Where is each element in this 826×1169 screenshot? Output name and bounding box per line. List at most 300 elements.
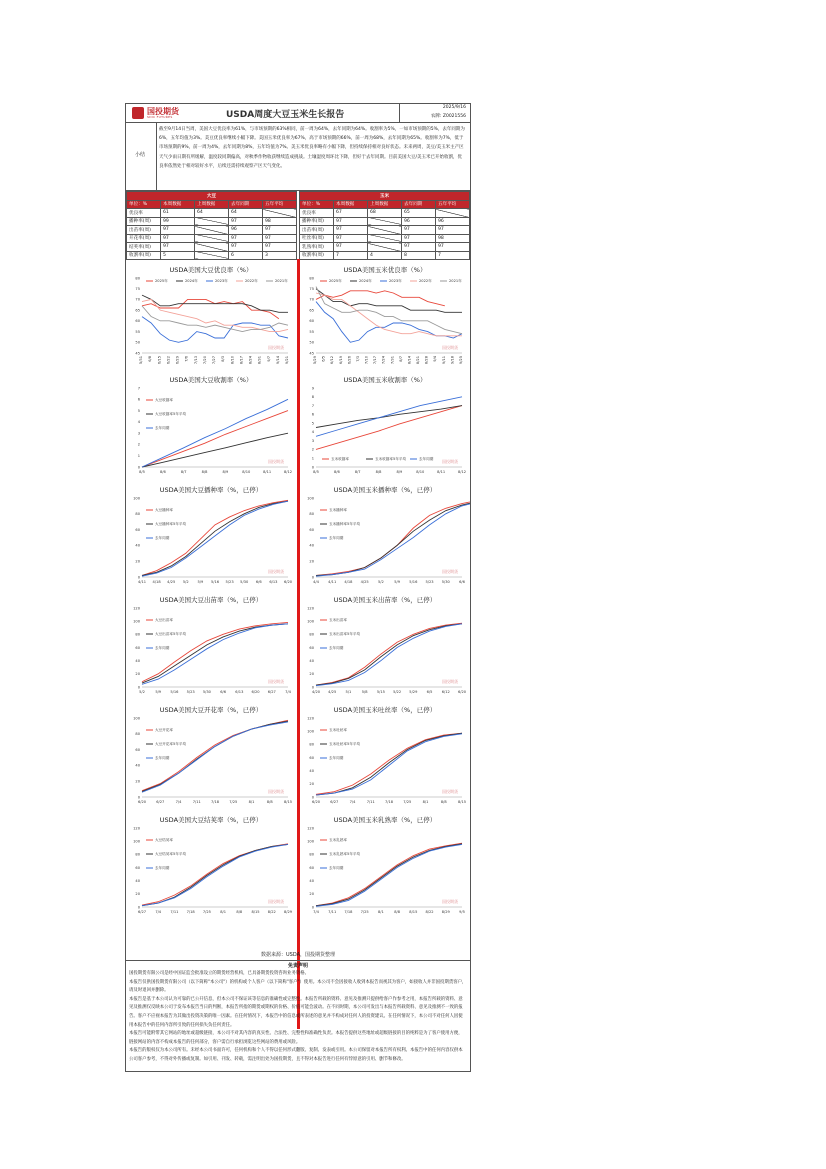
table-cell: 97 — [334, 243, 368, 252]
x-tick-label: 6/5 — [426, 690, 433, 694]
x-tick-label: 8/10 — [230, 356, 235, 365]
table-cell: 65 — [402, 209, 436, 218]
legend-label: 大豆出苗率5年平均 — [155, 632, 187, 637]
watermark-logo: 国投期货 — [268, 789, 284, 794]
x-tick-label: 6/6 — [255, 580, 262, 584]
x-tick-label: 4/11 — [328, 580, 337, 584]
x-tick-label: 7/18 — [344, 910, 353, 914]
y-tick-label: 55 — [309, 329, 314, 334]
table-cell — [195, 226, 229, 235]
y-tick-label: 100 — [307, 729, 314, 734]
y-tick-label: 4 — [137, 420, 140, 425]
legend-label: 去年同期 — [155, 756, 170, 761]
corn-column-header: 去年同期 — [402, 200, 436, 209]
y-tick-label: 5 — [137, 408, 140, 413]
row-label: 优良率 — [127, 209, 161, 218]
x-tick-label: 8/29 — [283, 910, 293, 914]
table-cell: 96 — [229, 226, 263, 235]
soy-column-header: 单位：% — [127, 200, 161, 209]
legend-label: 去年同期 — [155, 536, 170, 541]
watermark-logo: 国投期货 — [268, 569, 284, 574]
y-tick-label: 20 — [135, 779, 140, 784]
x-tick-label: 6/6 — [220, 690, 227, 694]
table-cell: 97 — [229, 234, 263, 243]
table-row — [300, 234, 470, 243]
x-tick-label: 6/22 — [166, 356, 171, 365]
corn-column-header: 本周数据 — [334, 200, 368, 209]
x-tick-label: 8/5 — [139, 470, 145, 474]
x-tick-label: 4/11 — [137, 580, 147, 584]
x-tick-label: 7/4 — [313, 910, 319, 914]
x-tick-label: 6/20 — [457, 690, 467, 694]
x-tick-label: 8/22 — [267, 910, 276, 914]
y-tick-label: 60 — [135, 747, 140, 752]
x-tick-label: 8/14 — [407, 356, 412, 365]
x-tick-label: 4/4 — [313, 580, 319, 584]
table-cell: 97 — [263, 234, 297, 243]
x-tick-label: 6/20 — [283, 580, 293, 584]
table-cell: 5 — [161, 251, 195, 260]
table-cell — [368, 234, 402, 243]
x-tick-label: 8/11 — [263, 470, 272, 474]
x-tick-label: 9/25 — [459, 356, 463, 365]
y-tick-label: 20 — [309, 559, 314, 564]
x-tick-label: 4/25 — [328, 690, 337, 694]
x-tick-label: 4/18 — [344, 580, 353, 584]
watermark-logo: 国投期货 — [442, 899, 458, 904]
y-tick-label: 80 — [135, 632, 140, 637]
x-tick-label: 9/18 — [450, 356, 455, 365]
row-label: 收割率(周) — [300, 251, 334, 260]
y-tick-label: 50 — [135, 340, 140, 345]
row-label: 出苗率(周) — [300, 226, 334, 235]
x-tick-label: 5/23 — [425, 580, 434, 584]
x-tick-label: 5/8 — [361, 690, 368, 694]
series-line — [316, 291, 445, 306]
chart-svg — [302, 814, 468, 919]
x-tick-label: 8/10 — [242, 470, 251, 474]
series-line — [316, 406, 462, 450]
y-tick-label: 65 — [135, 308, 140, 313]
y-tick-label: 1 — [137, 454, 140, 459]
x-tick-label: 8/1 — [248, 800, 255, 804]
corn-column-header: 单位：% — [300, 200, 334, 209]
x-tick-label: 8/8 — [266, 800, 273, 804]
legend-label: 玉米播种率 — [329, 508, 347, 513]
chart-title: USDA美国玉米播种率（%，已停） — [333, 486, 437, 494]
x-tick-label: 7/4 — [175, 800, 182, 804]
x-tick-label: 6/27 — [330, 800, 339, 804]
chart-corn-silking — [302, 704, 468, 809]
chart-svg — [128, 374, 294, 479]
report-sheet — [125, 103, 471, 1072]
table-cell: 97 — [436, 243, 470, 252]
x-tick-label: 8/21 — [416, 356, 421, 365]
table-cell: 97 — [334, 234, 368, 243]
legend-label: 去年同期 — [329, 756, 344, 761]
y-tick-label: 120 — [133, 606, 140, 611]
x-tick-label: 7/4 — [155, 910, 162, 914]
x-tick-label: 8/15 — [409, 910, 418, 914]
legend-label: 大豆播种率5年平均 — [155, 522, 187, 527]
x-tick-label: 6/12 — [441, 690, 450, 694]
y-tick-label: 6 — [137, 397, 140, 402]
legend-label: 玉米收割率5年平均 — [375, 457, 407, 462]
corn-data-table — [299, 191, 470, 260]
legend-label: 2024年 — [359, 279, 372, 284]
table-cell: 6 — [229, 251, 263, 260]
y-tick-label: 45 — [309, 351, 314, 356]
disclaimer-paragraph: 本报告是基于本公司认为可靠的已公开信息，但本公司不保证该等信息的准确性或完整性。本报告所载的资料、意见及推测只提供给客户作参考之用，本报告所载的资料、意见及推测仅反映本公司于发布本报告当日的判断，本报告所指的期货或期权的价格、价值可能会波动。在不同时期，本公司可发出与本报告所载资料、意见及推测不一致的报告。客户不应视本报告为其做出投资决策的唯一因素。在任何情况下，本报告中的信息或所表述的意见并不构成对任何人的投资建议。在任何情况下，本公司不对任何人因使用本报告中的任何内容所引致的任何损失负任何责任。 — [129, 996, 463, 1028]
chart-soy-harvest — [128, 374, 294, 479]
chart-title: USDA美国大豆优良率（%） — [169, 266, 253, 274]
y-tick-label: 40 — [135, 543, 140, 548]
chart-corn-harvest — [302, 374, 468, 479]
y-tick-label: 60 — [309, 645, 314, 650]
legend-label: 2021年 — [449, 279, 462, 284]
table-cell — [195, 243, 229, 252]
legend-label: 去年同期 — [155, 646, 170, 651]
x-tick-label: 7/25 — [229, 800, 238, 804]
x-tick-label: 5/9 — [394, 580, 401, 584]
watermark-logo: 国投期货 — [442, 459, 458, 464]
x-tick-label: 4/18 — [152, 580, 161, 584]
y-tick-label: 70 — [135, 297, 140, 302]
watermark-logo: 国投期货 — [268, 459, 284, 464]
y-tick-label: 3 — [137, 431, 140, 436]
y-tick-label: 40 — [135, 878, 140, 883]
y-tick-label: 60 — [309, 319, 314, 324]
x-tick-label: 8/9 — [396, 470, 403, 474]
table-cell: 97 — [263, 243, 297, 252]
soy-column-header: 本周数据 — [161, 200, 195, 209]
y-tick-label: 0 — [137, 465, 140, 470]
y-tick-label: 40 — [309, 543, 314, 548]
x-tick-label: 9/4 — [433, 356, 438, 362]
y-tick-label: 4 — [311, 430, 314, 435]
y-tick-label: 20 — [135, 672, 140, 677]
y-tick-label: 3 — [311, 438, 314, 443]
legend-label: 2024年 — [185, 279, 198, 284]
x-tick-label: 5/30 — [240, 580, 249, 584]
x-tick-label: 4/20 — [311, 690, 321, 694]
y-tick-label: 80 — [309, 742, 314, 747]
series-line — [316, 287, 462, 334]
table-row — [300, 251, 470, 260]
table-cell — [263, 209, 297, 218]
x-tick-label: 4/25 — [167, 580, 176, 584]
row-label: 播种率(周) — [127, 217, 161, 226]
legend-label: 大豆结荚率5年平均 — [155, 852, 187, 857]
x-tick-label: 8/8 — [201, 470, 208, 474]
y-tick-label: 1 — [311, 456, 314, 461]
x-tick-label: 8/12 — [457, 470, 467, 474]
x-tick-label: 8/28 — [424, 356, 429, 365]
y-tick-label: 80 — [309, 632, 314, 637]
chart-svg — [302, 374, 468, 479]
legend-label: 大豆开花率5年平均 — [155, 742, 187, 747]
legend-label: 去年同期 — [155, 426, 170, 431]
y-tick-label: 6 — [311, 412, 314, 417]
y-tick-label: 20 — [135, 892, 140, 897]
legend-label: 去年同期 — [329, 866, 344, 871]
chart-title: USDA美国大豆出苗率（%，已停） — [159, 596, 263, 604]
row-label: 优良率 — [300, 209, 334, 218]
chart-soy-emergence — [128, 594, 294, 699]
y-tick-label: 20 — [309, 892, 314, 897]
y-tick-label: 80 — [135, 512, 140, 517]
x-tick-label: 7/11 — [192, 800, 201, 804]
chart-corn-emergence — [302, 594, 468, 699]
chart-title: USDA美国玉米乳熟率（%，已停） — [333, 816, 437, 824]
series-line — [316, 293, 462, 336]
table-cell: 7 — [334, 251, 368, 260]
table-row — [300, 243, 470, 252]
x-tick-label: 9/11 — [441, 356, 446, 365]
table-cell: 97 — [161, 243, 195, 252]
table-row — [300, 226, 470, 235]
x-tick-label: 8/29 — [441, 910, 450, 914]
table-cell: 98 — [436, 234, 470, 243]
x-tick-label: 8/22 — [425, 910, 434, 914]
table-cell — [195, 234, 229, 243]
report-title: USDA周度大豆玉米生长报告 — [226, 110, 345, 120]
soy-column-header: 上周数据 — [195, 200, 229, 209]
y-tick-label: 60 — [309, 527, 314, 532]
x-tick-label: 5/31 — [139, 356, 143, 365]
x-tick-label: 6/12 — [330, 356, 335, 365]
x-tick-label: 6/15 — [157, 356, 162, 365]
table-cell: 3 — [263, 251, 297, 260]
table-cell: 97 — [161, 226, 195, 235]
x-tick-label: 7/18 — [186, 910, 195, 914]
chart-corn-dough — [302, 814, 468, 919]
y-tick-label: 100 — [133, 716, 140, 721]
x-tick-label: 7/4 — [349, 800, 356, 804]
legend-label: 去年同期 — [419, 457, 434, 462]
legend-label: 玉米乳熟率 — [329, 838, 347, 843]
x-tick-label: 6/13 — [235, 690, 244, 694]
x-tick-label: 6/26 — [347, 356, 352, 365]
table-cell: 97 — [436, 226, 470, 235]
corn-group-header: 玉米 — [300, 192, 470, 201]
x-tick-label: 8/7 — [354, 470, 361, 474]
x-tick-label: 7/13 — [193, 356, 198, 365]
watermark-logo: 国投期货 — [442, 789, 458, 794]
chart-title: USDA美国玉米收割率（%） — [343, 376, 427, 384]
x-tick-label: 8/1 — [422, 800, 429, 804]
chart-soy-podding — [128, 814, 294, 919]
y-tick-label: 65 — [309, 308, 314, 313]
legend-label: 玉米吐丝率 — [329, 728, 347, 733]
table-row — [300, 209, 470, 218]
x-tick-label: 6/20 — [137, 800, 147, 804]
y-tick-label: 120 — [307, 606, 314, 611]
legend-label: 玉米乳熟率5年平均 — [329, 852, 361, 857]
y-tick-label: 60 — [135, 645, 140, 650]
y-tick-label: 60 — [309, 755, 314, 760]
row-label: 乳熟率(周) — [300, 243, 334, 252]
table-cell — [195, 217, 229, 226]
y-tick-label: 80 — [135, 276, 140, 281]
summary-label: 小结 — [135, 152, 146, 158]
y-tick-label: 75 — [135, 287, 140, 292]
legend-label: 2025年 — [329, 279, 342, 284]
legend-label: 玉米收割率 — [331, 457, 349, 462]
x-tick-label: 7/20 — [202, 356, 207, 365]
table-row — [127, 226, 297, 235]
corn-column-header: 五年平均 — [436, 200, 470, 209]
series-line — [316, 406, 462, 428]
date-box — [399, 104, 470, 122]
table-cell — [436, 209, 470, 218]
legend-label: 玉米播种率5年平均 — [329, 522, 361, 527]
y-tick-label: 0 — [311, 795, 314, 800]
table-cell: 97 — [402, 243, 436, 252]
table-cell: 7 — [436, 251, 470, 260]
y-tick-label: 75 — [309, 287, 314, 292]
x-tick-label: 8/6 — [333, 470, 340, 474]
table-row — [127, 243, 297, 252]
table-row — [127, 209, 297, 218]
x-tick-label: 7/4 — [285, 690, 291, 694]
chart-title: USDA美国玉米出苗率（%，已停） — [333, 596, 437, 604]
x-tick-label: 8/8 — [375, 470, 382, 474]
x-tick-label: 7/11 — [170, 910, 179, 914]
logo-mark-icon — [132, 107, 144, 119]
y-tick-label: 0 — [311, 685, 314, 690]
table-row — [127, 217, 297, 226]
disclaimer-paragraph: 国投期货有限公司是经中国证监会批准设立的期货经营机构，已具备期货投资咨询业务资格。 — [129, 971, 310, 976]
chart-soy-planting — [128, 484, 294, 589]
y-tick-label: 20 — [309, 782, 314, 787]
y-tick-label: 2 — [311, 447, 314, 452]
x-tick-label: 8/5 — [313, 470, 319, 474]
table-row — [300, 217, 470, 226]
logo-text-en: SDIC FUTURES — [147, 115, 173, 119]
table-cell: 97 — [229, 217, 263, 226]
legend-label: 去年同期 — [155, 866, 170, 871]
x-tick-label: 8/7 — [180, 470, 187, 474]
legend-label: 大豆结荚率 — [155, 838, 173, 843]
y-tick-label: 120 — [133, 826, 140, 831]
y-tick-label: 40 — [309, 768, 314, 773]
y-tick-label: 60 — [309, 865, 314, 870]
legend-label: 2023年 — [389, 279, 402, 284]
y-tick-label: 70 — [309, 297, 314, 302]
legend-label: 大豆出苗率 — [155, 618, 173, 623]
x-tick-label: 8/31 — [257, 356, 262, 365]
chart-svg — [302, 704, 468, 809]
x-tick-label: 5/30 — [202, 690, 211, 694]
y-tick-label: 60 — [135, 319, 140, 324]
legend-label: 大豆收割率5年平均 — [155, 412, 187, 417]
legend-label: 大豆开花率 — [155, 728, 173, 733]
x-tick-label: 8/8 — [236, 910, 243, 914]
chart-svg — [128, 594, 294, 699]
report-author: 农牌: Z0021556 — [430, 114, 466, 119]
disclaimer-text — [129, 970, 467, 1065]
row-label: 出苗率(周) — [127, 226, 161, 235]
table-cell: 97 — [229, 243, 263, 252]
y-tick-label: 0 — [311, 465, 314, 470]
chart-corn-planting — [302, 484, 468, 589]
logo-text-cn: 国投期货 — [147, 107, 179, 116]
x-tick-label: 8/15 — [457, 800, 467, 804]
table-cell — [368, 243, 402, 252]
watermark-logo: 国投期货 — [442, 679, 458, 684]
report-date: 2025/9/16 — [442, 105, 466, 110]
legend-label: 大豆收割率 — [155, 398, 173, 403]
x-tick-label: 4/25 — [360, 580, 369, 584]
y-tick-label: 0 — [137, 905, 140, 910]
soy-column-header: 五年平均 — [263, 200, 297, 209]
y-tick-label: 9 — [311, 386, 314, 391]
chart-soy-flowering — [128, 704, 294, 809]
x-tick-label: 5/16 — [170, 690, 179, 694]
table-row — [127, 234, 297, 243]
x-tick-label: 9/5 — [459, 910, 465, 914]
x-tick-label: 8/12 — [283, 470, 293, 474]
chart-svg — [302, 484, 468, 589]
disclaimer-paragraph: 本报告仅供国投期货有限公司（以下简称"本公司"）的机构或个人客户（以下简称"客户"）使用。本公司不会因接收人收到本报告而视其为客户，如接收人并非国投期货客户，请及时退回并删除。 — [129, 979, 467, 994]
watermark-logo: 国投期货 — [268, 899, 284, 904]
x-tick-label: 5/29 — [313, 356, 317, 365]
watermark-logo: 国投期货 — [442, 345, 458, 350]
table-cell: 96 — [436, 217, 470, 226]
y-tick-label: 100 — [133, 619, 140, 624]
table-cell: 97 — [402, 234, 436, 243]
legend-label: 2021年 — [275, 279, 288, 284]
chart-title: USDA美国大豆播种率（%，已停） — [159, 486, 263, 494]
table-cell: 67 — [334, 209, 368, 218]
chart-title: USDA美国大豆收割率（%） — [169, 376, 253, 384]
x-tick-label: 7/11 — [366, 800, 375, 804]
chart-svg — [128, 264, 294, 369]
x-tick-label: 7/31 — [390, 356, 395, 365]
x-tick-label: 9/14 — [275, 356, 280, 365]
x-tick-label: 8/9 — [222, 470, 229, 474]
x-tick-label: 5/9 — [197, 580, 204, 584]
y-tick-label: 60 — [135, 865, 140, 870]
x-tick-label: 6/8 — [148, 356, 153, 362]
y-tick-label: 7 — [311, 403, 314, 408]
legend-label: 2022年 — [419, 279, 432, 284]
chart-svg — [302, 264, 468, 369]
x-tick-label: 9/7 — [266, 356, 271, 362]
y-tick-label: 40 — [135, 763, 140, 768]
legend-label: 2023年 — [215, 279, 228, 284]
x-tick-label: 6/27 — [156, 800, 165, 804]
x-tick-label: 7/10 — [364, 356, 369, 365]
x-tick-label: 8/15 — [283, 800, 293, 804]
y-tick-label: 0 — [311, 905, 314, 910]
watermark-logo: 国投期货 — [268, 679, 284, 684]
table-cell — [368, 226, 402, 235]
table-cell: 64 — [195, 209, 229, 218]
table-cell: 97 — [402, 226, 436, 235]
summary-text: 截至9月14日当周，美国大豆优良率为61%，与市场预期的63%相同，前一周为64%，去年同期为64%。收割率为5%，一如市场预期的5%，去年同期为6%，五年均值为3%。美豆优良率继续小幅下降。美国玉米优良率为67%，高于市场预期的66%，前一周为68%，去年同期为65%。收割率为7%，低于市场预期的9%，前一周为4%，去年同期为8%，五年均值为7%。美玉米优良率略有小幅下降，但持续保持相对良好状态。未来两周，美豆/美玉米主产区天气少雨日期有所缓解，温度较同期偏高，对秋季作物收获继续造成挑战。土壤湿度周环比下降，但好于去年同期。目前美国大豆/美玉米已开始收割，优良率依然处于相对较好水平，后续还需持续观察产区天气变化。 — [159, 127, 465, 169]
y-tick-label: 80 — [135, 852, 140, 857]
legend-label: 2025年 — [155, 279, 168, 284]
table-row — [127, 251, 297, 260]
legend-label: 2022年 — [245, 279, 258, 284]
x-tick-label: 7/25 — [403, 800, 412, 804]
corn-column-header: 上周数据 — [368, 200, 402, 209]
y-tick-label: 100 — [133, 496, 140, 501]
x-tick-label: 8/17 — [239, 356, 244, 365]
x-tick-label: 7/18 — [210, 800, 220, 804]
